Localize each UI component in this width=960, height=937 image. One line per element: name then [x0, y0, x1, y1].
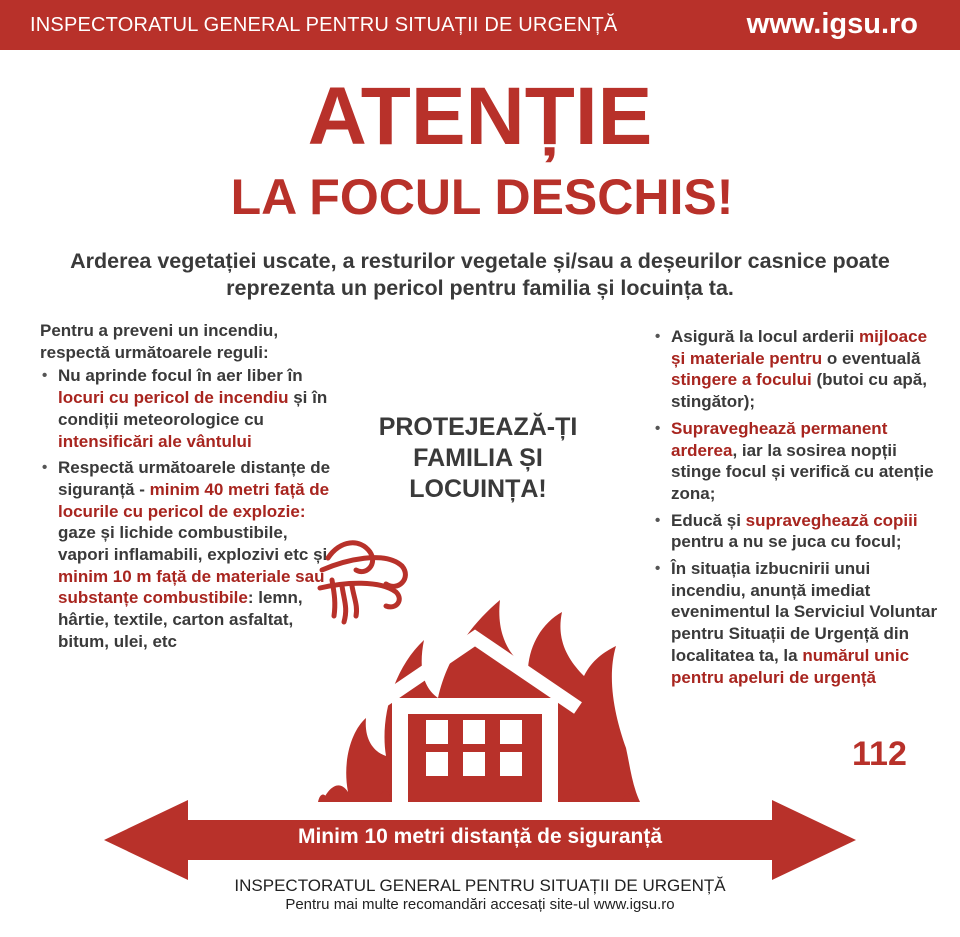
rule-text: , iar la sosirea nopții stinge focul și verifică cu atenție zona;: [671, 440, 934, 503]
rule-highlight: mijloace și materiale pentru: [671, 327, 928, 368]
rule-highlight: minim 10 m față de materiale sau substanțe combustibile: [58, 566, 325, 608]
rules-heading: Pentru a preveni un incendiu, respectă următoarele reguli:: [40, 321, 279, 362]
wind-icon: [320, 543, 405, 622]
page-subtitle: LA FOCUL DESCHIS!: [230, 169, 734, 225]
rule-text: (butoi cu apă, stingător);: [671, 370, 927, 412]
left-rules-column: [40, 320, 340, 658]
header-organization: INSPECTORATUL GENERAL PENTRU SITUAȚII DE URGENȚĂ: [30, 14, 618, 36]
rule-text: Respectă următoarele distanțe de siguranță -: [58, 458, 331, 499]
page-title: ATENȚIE: [307, 71, 653, 162]
rule-item: [653, 510, 943, 553]
intro-text: Arderea vegetației uscate, a resturilor vegetale și/sau a deșeurilor casnice poate reprezenta un pericol pentru familia și locuința ta.: [70, 249, 890, 300]
house-on-fire-with-wind-icon: [300, 530, 650, 810]
rule-text: o eventuală: [822, 348, 921, 368]
rule-item: [653, 326, 943, 413]
rule-item: [653, 558, 943, 688]
top-banner: [0, 0, 960, 50]
header-website-link[interactable]: www.igsu.ro: [746, 8, 918, 40]
right-rules-column: [653, 324, 943, 693]
rule-item: [40, 457, 340, 652]
rule-highlight: numărul unic pentru apeluri de urgență: [671, 645, 910, 687]
rule-text: Nu aprinde focul în aer liber în: [58, 366, 303, 386]
rule-highlight: locuri cu pericol de incendiu: [58, 388, 289, 408]
emergency-number: 112: [852, 735, 907, 773]
right-rules-list: [653, 326, 943, 688]
rule-highlight: Supraveghează permanent arderea: [671, 418, 888, 460]
rule-text: gaze și lichide combustibile, vapori inflamabili, explozivi etc și: [58, 523, 328, 565]
rule-highlight: stingere a focului: [671, 370, 812, 390]
rule-highlight: supraveghează copiii: [745, 510, 918, 530]
rule-text: Asigură la locul arderii: [671, 327, 860, 346]
rule-text: pentru a nu se juca cu focul;: [671, 532, 902, 552]
rule-item: [653, 418, 943, 505]
rule-text: Educă și: [671, 510, 746, 530]
left-rules-list: [40, 365, 340, 652]
footer-note: Pentru mai multe recomandări accesați site-ul www.igsu.ro: [285, 896, 675, 913]
rule-highlight: minim 40 metri față de locurile cu pericol de explozie:: [58, 479, 330, 521]
rule-item: [40, 365, 340, 452]
rule-text: : lemn, hârtie, textile, carton asfaltat, bitum, ulei, etc: [58, 588, 303, 651]
rule-text: și în condiții meteorologice cu: [58, 388, 328, 429]
rule-text: În situația izbucnirii unui incendiu, anunță imediat evenimentul la Serviciul Voluntar pentru Situații de Urgență din localitatea ta, la: [671, 559, 938, 665]
arrow-label: Minim 10 metri distanță de siguranță: [297, 825, 663, 848]
footer-organization: INSPECTORATUL GENERAL PENTRU SITUAȚII DE URGENȚĂ: [234, 876, 726, 895]
rule-highlight: intensificări ale vântului: [58, 431, 252, 451]
protect-slogan: PROTEJEAZĂ-ȚI FAMILIA ȘI LOCUINȚA!: [378, 413, 578, 503]
